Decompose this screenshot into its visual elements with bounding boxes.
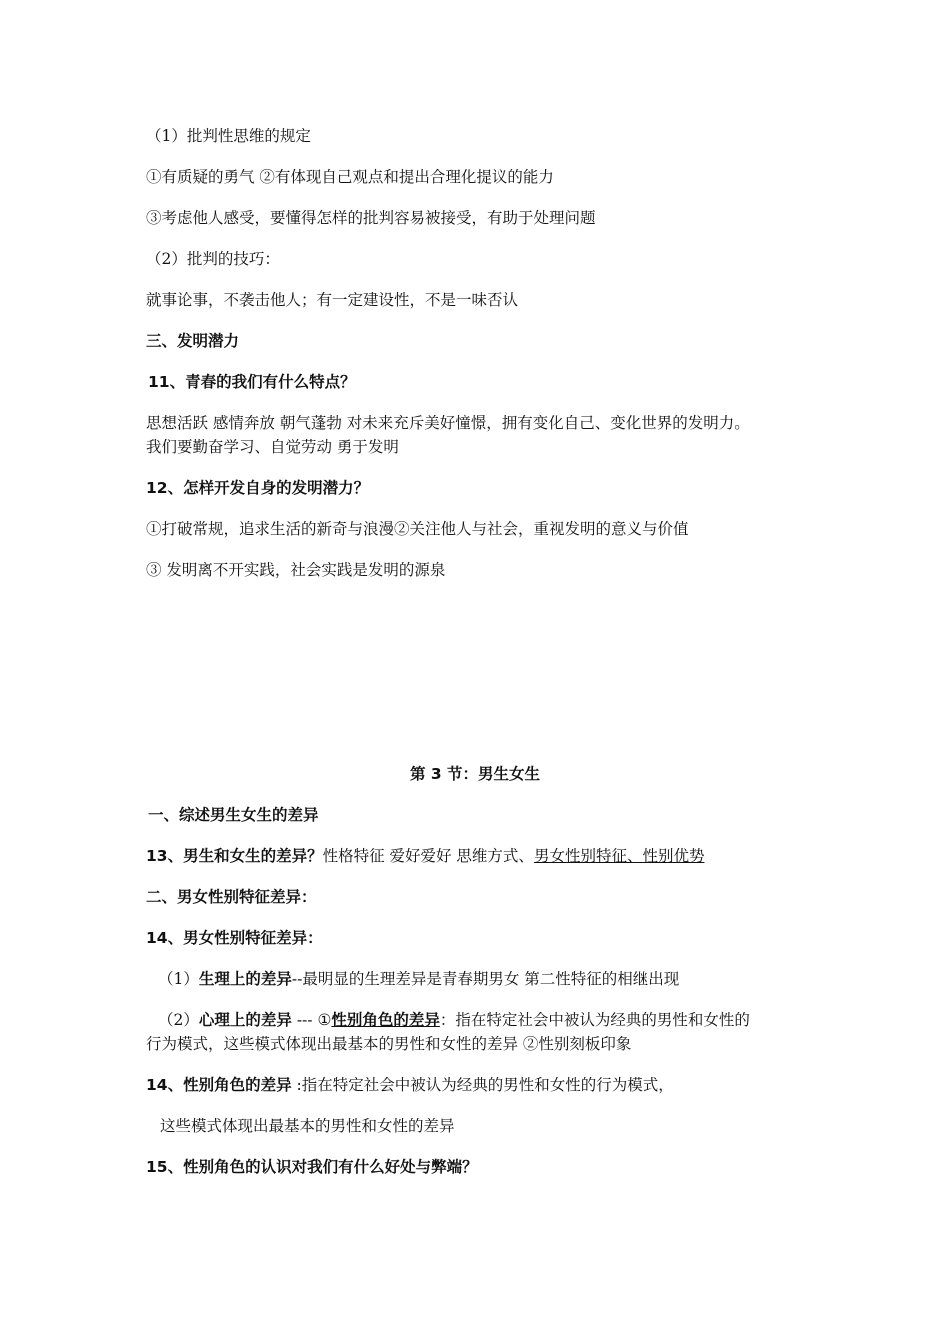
chapter-title: 第 3 节：男生女生 (409, 765, 541, 783)
psychological-label: 心理上的差异 (198, 1010, 292, 1029)
gender-role-difference-term: 性别角色的差异 (331, 1010, 440, 1029)
answer-12-line-1: ①打破常规，追求生活的新奇与浪漫②关注他人与社会，重视发明的意义与价值 (146, 520, 689, 538)
question-15: 15、性别角色的认识对我们有什么好处与弊端？ (146, 1158, 478, 1176)
answer-11-line-1: 思想活跃 感情奔放 朝气蓬勃 对未来充斥美好憧憬，拥有变化自己、变化世界的发明力。 (146, 414, 750, 432)
critique-skills-text: 就事论事，不袭击他人；有一定建设性，不是一味否认 (146, 291, 519, 309)
psychological-text: ：指在特定社会中被认为经典的男性和女性的 (439, 1011, 750, 1029)
physiological-text: --最明显的生理差异是青春期男女 第二性特征的相继出现 (291, 970, 680, 988)
question-14b (146, 1073, 816, 1097)
physiological-prefix: （1） (158, 970, 199, 988)
gender-differences-heading: 二、男女性别特征差异： (146, 888, 317, 906)
question-14b-text: :指在特定社会中被认为经典的男性和女性的行为模式， (291, 1076, 674, 1094)
question-14b-label: 14、性别角色的差异 (146, 1076, 292, 1094)
question-13 (146, 844, 816, 868)
physiological-difference (158, 967, 828, 991)
critique-skills-heading: （2）批判的技巧： (146, 250, 280, 268)
question-12: 12、怎样开发自身的发明潜力？ (146, 479, 370, 497)
answer-12-line-2: ③ 发明离不开实践，社会实践是发明的源泉 (146, 561, 446, 579)
critical-thinking-point-3: ③考虑他人感受，要懂得怎样的批判容易被接受，有助于处理问题 (146, 209, 596, 227)
question-13-answer: 性格特征 爱好爱好 思维方式、 (322, 847, 534, 865)
psychological-dash: --- ① (291, 1011, 332, 1029)
critical-thinking-requirements-heading: （1）批判性思维的规定 (146, 127, 311, 145)
question-14: 14、男女性别特征差异： (146, 929, 323, 947)
critical-thinking-point-1-2: ①有质疑的勇气 ②有体现自己观点和提出合理化提议的能力 (146, 168, 554, 186)
question-13-answer-underlined: 男女性别特征、性别优势 (533, 847, 705, 865)
section-three-heading: 三、发明潜力 (146, 332, 240, 350)
question-11: 11、青春的我们有什么特点？ (148, 373, 356, 391)
physiological-label: 生理上的差异 (198, 969, 292, 988)
psychological-difference (158, 1008, 828, 1032)
question-14b-line-2: 这些模式体现出最基本的男性和女性的差异 (160, 1117, 455, 1135)
question-13-label: 13、男生和女生的差异？ (146, 847, 323, 865)
psychological-difference-line-2: 行为模式，这些模式体现出最基本的男性和女性的差异 ②性别刻板印象 (146, 1035, 632, 1053)
answer-11-line-2: 我们要勤奋学习、自觉劳动 勇于发明 (146, 438, 399, 456)
overview-heading: 一、综述男生女生的差异 (148, 806, 319, 824)
psychological-prefix: （2） (158, 1011, 199, 1029)
